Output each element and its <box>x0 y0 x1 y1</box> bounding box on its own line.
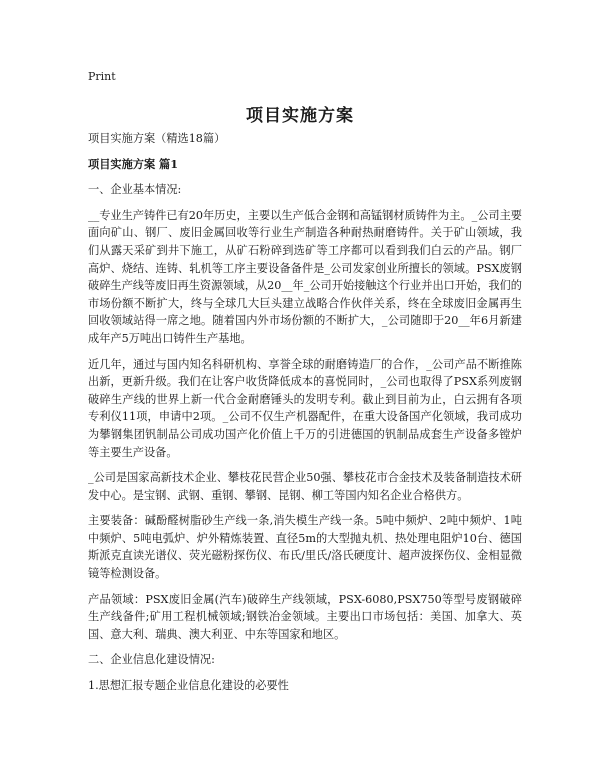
heading-company-info: 一、企业基本情况: <box>88 183 182 197</box>
paragraph: __专业生产铸件已有20年历史，主要以生产低合金钢和高锰钢材质铸件为主。_公司主要面向矿山、钢厂、废旧金属回收等行业生产制造各种耐热耐磨铸件。关于矿山领域，我们从露天采矿到井下施工，从矿石粉碎到选矿等工序都可以看到我们白云的产品。钢厂高炉、烧结、连铸、轧机等工序主要设备备件是_公司发家创业所擅长的领域。PSX废钢破碎生产线等废旧再生资源领域，从20__年_公司开始接触这个行业并出口开始，我们的市场份额不断扩大，终与全球几大巨头建立战略合作伙伴关系，终在全球废旧金属再生回收领域站得一席之地。随着国内外市场份额的不断扩大，_公司随即于20__年6月新建成年产5万吨出口铸件生产基地。 <box>88 208 522 345</box>
document-subtitle: 项目实施方案（精选18篇） <box>88 132 226 145</box>
list-item: 1.思想汇报专题企业信息化建设的必要性 <box>88 679 289 693</box>
heading-informatization: 二、企业信息化建设情况: <box>88 653 215 667</box>
section-heading: 项目实施方案 篇1 <box>88 156 178 171</box>
paragraph: _公司是国家高新技术企业、攀枝花民营企业50强、攀枝花市合金技术及装备制造技术研发中心。是宝钢、武钢、重钢、攀钢、昆钢、柳工等国内知名企业合格供方。 <box>88 471 522 502</box>
print-link[interactable]: Print <box>88 70 116 83</box>
paragraph: 近几年，通过与国内知名科研机构、享誉全球的耐磨铸造厂的合作，_公司产品不断推陈出新，更新升级。我们在让客户收货降低成本的喜悦同时，_公司也取得了PSX系列废钢破碎生产线的世界上新一代合金耐磨锤头的发明专利。截止到目前为止，白云拥有各项专利仪11项，申请中2项。_公司不仅生产机器配件，在重大设备国产化领域，我司成功为攀钢集团钒制品公司成功国产化价值上千万的引进德国的钒制品成套生产设备多镗炉等主要生产设备。 <box>88 357 522 459</box>
page-title: 项目实施方案 <box>246 106 354 126</box>
paragraph: 产品领域：PSX废旧金属(汽车)破碎生产线领域，PSX-6080,PSX750等型号废钢破碎生产线备件;矿用工程机械领域;钢铁冶金领域。主要出口市场包括：美国、加拿大、英国、意大利、瑞典、澳大利亚、中东等国家和地区。 <box>88 592 522 641</box>
paragraph: 主要装备：碱酚醛树脂砂生产线一条,消失模生产线一条。5吨中频炉、2吨中频炉、1吨中频炉、5吨电弧炉、炉外精炼装置、直径5m的大型抛丸机、热处理电阻炉10台、德国斯派克直读光谱仪、荧光磁粉探伤仪、布氏/里氏/洛氏硬度计、超声波探伤仪、金相显微镜等检测设备。 <box>88 514 522 581</box>
document-body <box>88 130 522 703</box>
